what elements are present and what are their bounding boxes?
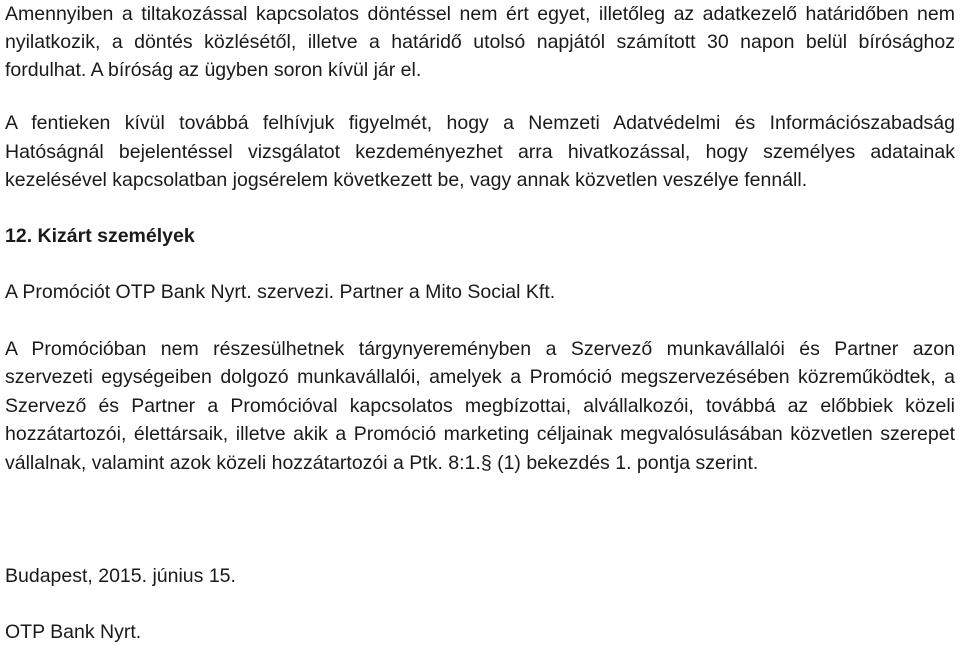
paragraph-exclusions: A Promócióban nem részesülhetnek tárgynyereményben a Szervező munkavállalói és Partner azon szervezeti egységeiben dolgozó munkavállalói, amelyek a Promóció megszervezésében közreműködtek, a Szervező és Partner a Promócióval kapcsolatos megbízottai, alvállalkozói, továbbá az előbbiek közeli hozzátartozói, élettársaik, illetve akik a Promóció marketing céljainak megvalósulásában közvetlen szerepet vállalnak, valamint azok közeli hozzátartozói a Ptk. 8:1.§ (1) bekezdés 1. pontja szerint.: [5, 338, 955, 474]
place-date: Budapest, 2015. június 15.: [5, 565, 236, 587]
section-heading-excluded-persons: 12. Kizárt személyek: [5, 225, 195, 247]
paragraph-objection-court: Amennyiben a tiltakozással kapcsolatos döntéssel nem ért egyet, illetőleg az adatkezelő határidőben nem nyilatkozik, a döntés közlésétől, illetve a határidő utolsó napjától számított 30 napon belül bírósághoz fordulhat. A bíróság az ügyben soron kívül jár el.: [5, 3, 955, 81]
paragraph-organizer: A Promóciót OTP Bank Nyrt. szervezi. Partner a Mito Social Kft.: [5, 281, 556, 303]
paragraph-data-protection-authority: A fentieken kívül továbbá felhívjuk figyelmét, hogy a Nemzeti Adatvédelmi és Információszabadság Hatóságnál bejelentéssel vizsgálatot kezdeményezhet arra hivatkozással, hogy személyes adatainak kezelésével kapcsolatban jogsérelem következett be, vagy annak közvetlen veszélye fennáll.: [5, 112, 955, 191]
signature: OTP Bank Nyrt.: [5, 621, 142, 643]
